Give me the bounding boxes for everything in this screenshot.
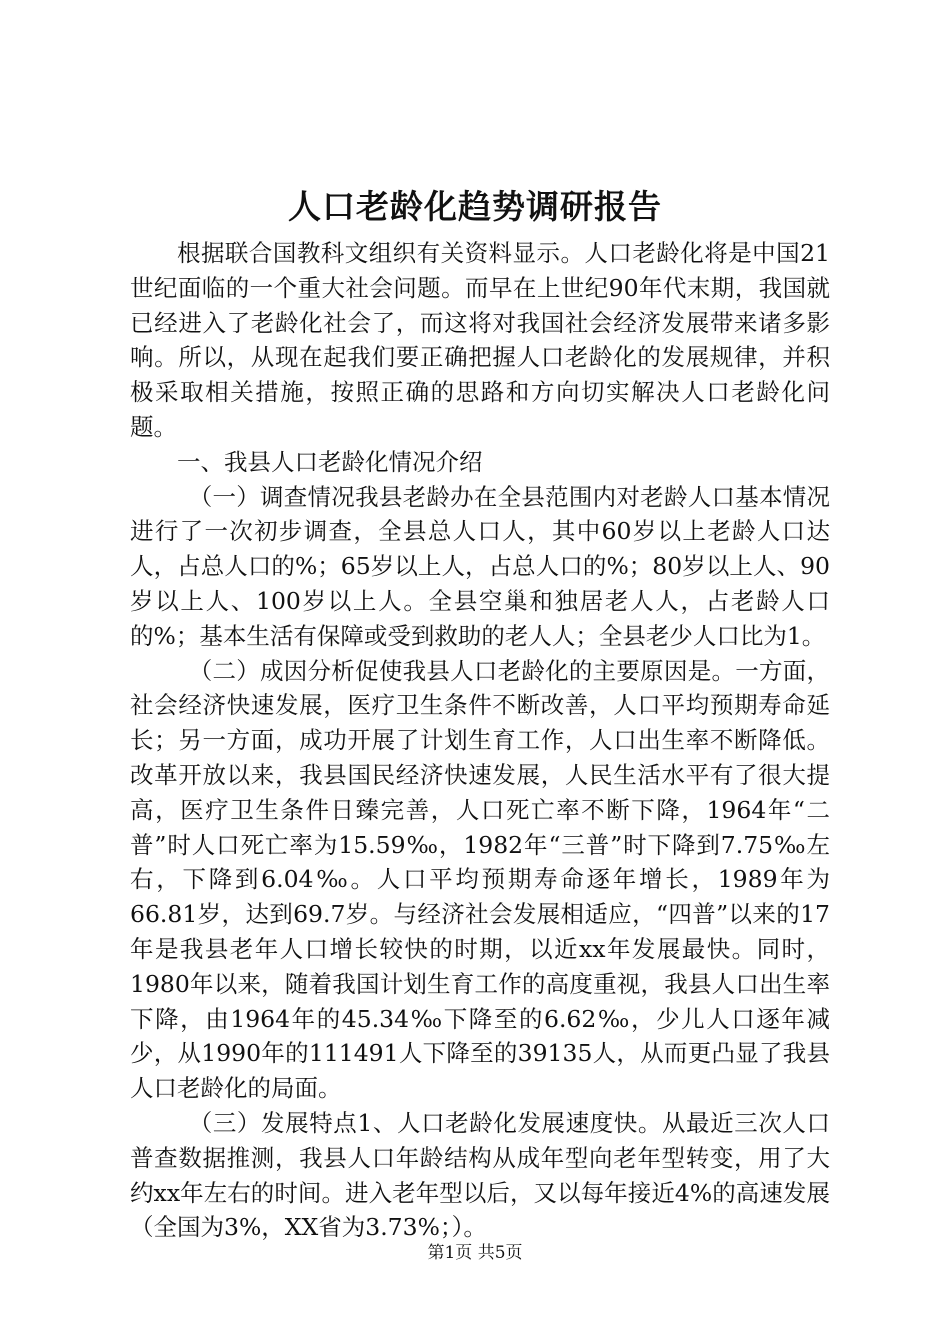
features-paragraph: （三）发展特点1、人口老龄化发展速度快。从最近三次人口普查数据推测，我县人口年龄结构从成年型向老年型转变，用了大约xx年左右的时间。进入老年型以后，又以每年接近4%的高速发展（全国为3%，XX省为3.73%；）。 [130, 1108, 830, 1242]
document-title: 人口老龄化趋势调研报告 [288, 187, 662, 226]
intro-paragraph: 根据联合国教科文组织有关资料显示。人口老龄化将是中国21世纪面临的一个重大社会问题。而早在上世纪90年代末期，我国就已经进入了老龄化社会了，而这将对我国社会经济发展带来诸多影响。所以，从现在起我们要正确把握人口老龄化的发展规律，并积极采取相关措施，按照正确的思路和方向切实解决人口老龄化问题。 [130, 239, 830, 441]
document-body [130, 236, 830, 1245]
cause-analysis-paragraph: （二）成因分析促使我县人口老龄化的主要原因是。一方面，社会经济快速发展，医疗卫生条件不断改善，人口平均预期寿命延长；另一方面，成功开展了计划生育工作，人口出生率不断降低。改革开放以来，我县国民经济快速发展，人民生活水平有了很大提高，医疗卫生条件日臻完善，人口死亡率不断下降，1964年“二普”时人口死亡率为15.59‰，1982年“三普”时下降到7.75‰左右，下降到6.04‰。人口平均预期寿命逐年增长，1989年为66.81岁，达到69.7岁。与经济社会发展相适应，“四普”以来的17年是我县老年人口增长较快的时期，以近xx年发展最快。同时，1980年以来，随着我国计划生育工作的高度重视，我县人口出生率下降，由1964年的45.34‰下降至的6.62‰，少儿人口逐年减少，从1990年的111491人下降至的39135人，从而更凸显了我县人口老龄化的局面。 [130, 656, 830, 1103]
page-footer: 第1页 共5页 [427, 1243, 523, 1263]
section-heading: 一、我县人口老龄化情况介绍 [177, 447, 483, 476]
survey-paragraph: （一）调查情况我县老龄办在全县范围内对老龄人口基本情况进行了一次初步调查，全县总人口人，其中60岁以上老龄人口达人，占总人口的%；65岁以上人，占总人口的%；80岁以上人、90岁以上人、100岁以上人。全县空巢和独居老人人，占老龄人口的%；基本生活有保障或受到救助的老人人；全县老少人口比为1。 [130, 482, 830, 650]
